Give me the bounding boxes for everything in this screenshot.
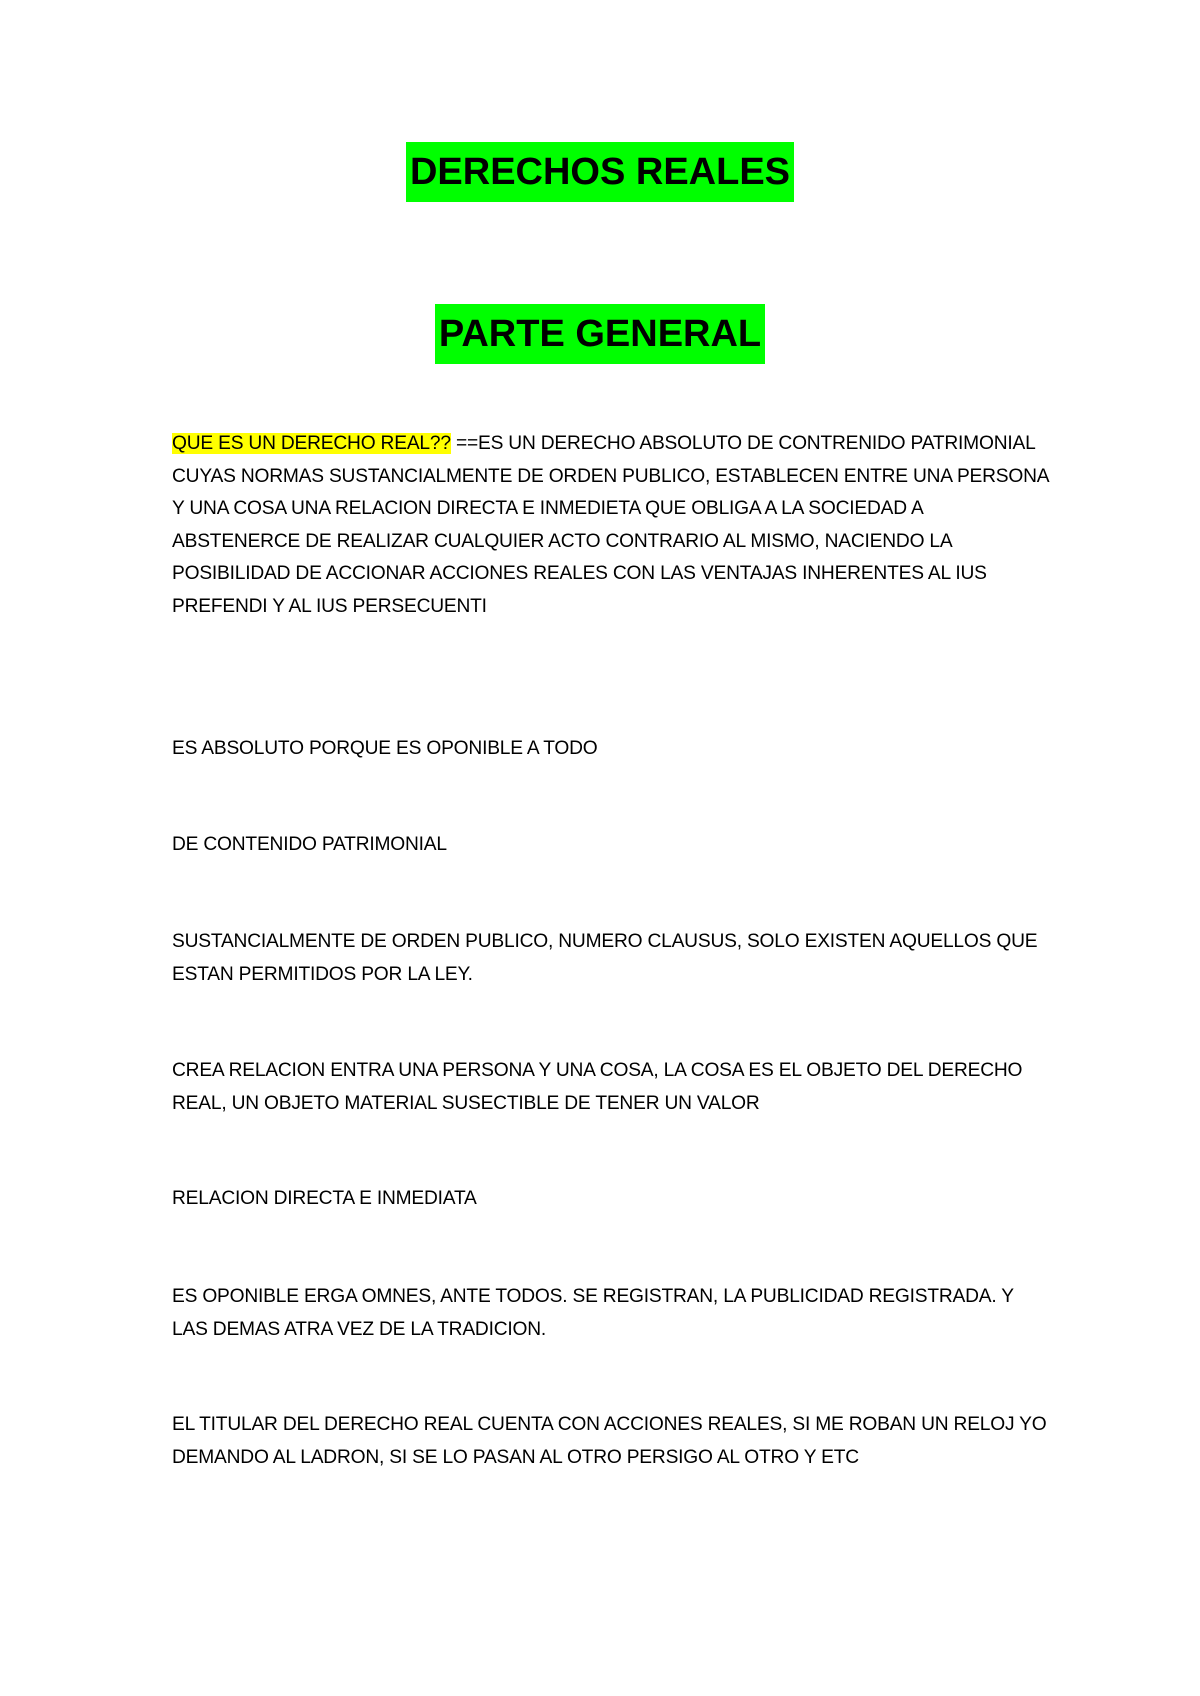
paragraph: RELACION DIRECTA E INMEDIATA <box>172 1188 477 1209</box>
paragraph: ES ABSOLUTO PORQUE ES OPONIBLE A TODO <box>172 738 598 759</box>
section-title-text: PARTE GENERAL <box>435 304 765 364</box>
intro-question: QUE ES UN DERECHO REAL?? <box>172 433 451 454</box>
intro-paragraph <box>172 428 1052 623</box>
document-title-text: DERECHOS REALES <box>406 142 794 202</box>
paragraph: ES OPONIBLE ERGA OMNES, ANTE TODOS. SE REGISTRAN, LA PUBLICIDAD REGISTRADA. Y LAS DEMAS ATRA VEZ DE LA TRADICION. <box>172 1286 1014 1340</box>
paragraph: EL TITULAR DEL DERECHO REAL CUENTA CON ACCIONES REALES, SI ME ROBAN UN RELOJ YO DEMANDO AL LADRON, SI SE LO PASAN AL OTRO PERSIGO AL OTRO Y ETC <box>172 1414 1047 1468</box>
intro-answer: ==ES UN DERECHO ABSOLUTO DE CONTRENIDO PATRIMONIAL CUYAS NORMAS SUSTANCIALMENTE DE ORDEN PUBLICO, ESTABLECEN ENTRE UNA PERSONA Y UNA COSA UNA RELACION DIRECTA E INMEDIETA QUE OBLIGA A LA SOCIEDAD A ABSTENERCE DE REALIZAR CUALQUIER ACTO CONTRARIO AL MISMO, NACIENDO LA POSIBILIDAD DE ACCIONAR ACCIONES REALES CON LAS VENTAJAS INHERENTES AL IUS PREFENDI Y AL IUS PERSECUENTI <box>172 433 1049 617</box>
paragraph: CREA RELACION ENTRA UNA PERSONA Y UNA COSA, LA COSA ES EL OBJETO DEL DERECHO REAL, UN OBJETO MATERIAL SUSECTIBLE DE TENER UN VALOR <box>172 1060 1023 1114</box>
section-title <box>0 304 1200 364</box>
paragraph: SUSTANCIALMENTE DE ORDEN PUBLICO, NUMERO CLAUSUS, SOLO EXISTEN AQUELLOS QUE ESTAN PERMITIDOS POR LA LEY. <box>172 931 1038 985</box>
paragraph: DE CONTENIDO PATRIMONIAL <box>172 834 447 855</box>
document-title <box>0 142 1200 202</box>
